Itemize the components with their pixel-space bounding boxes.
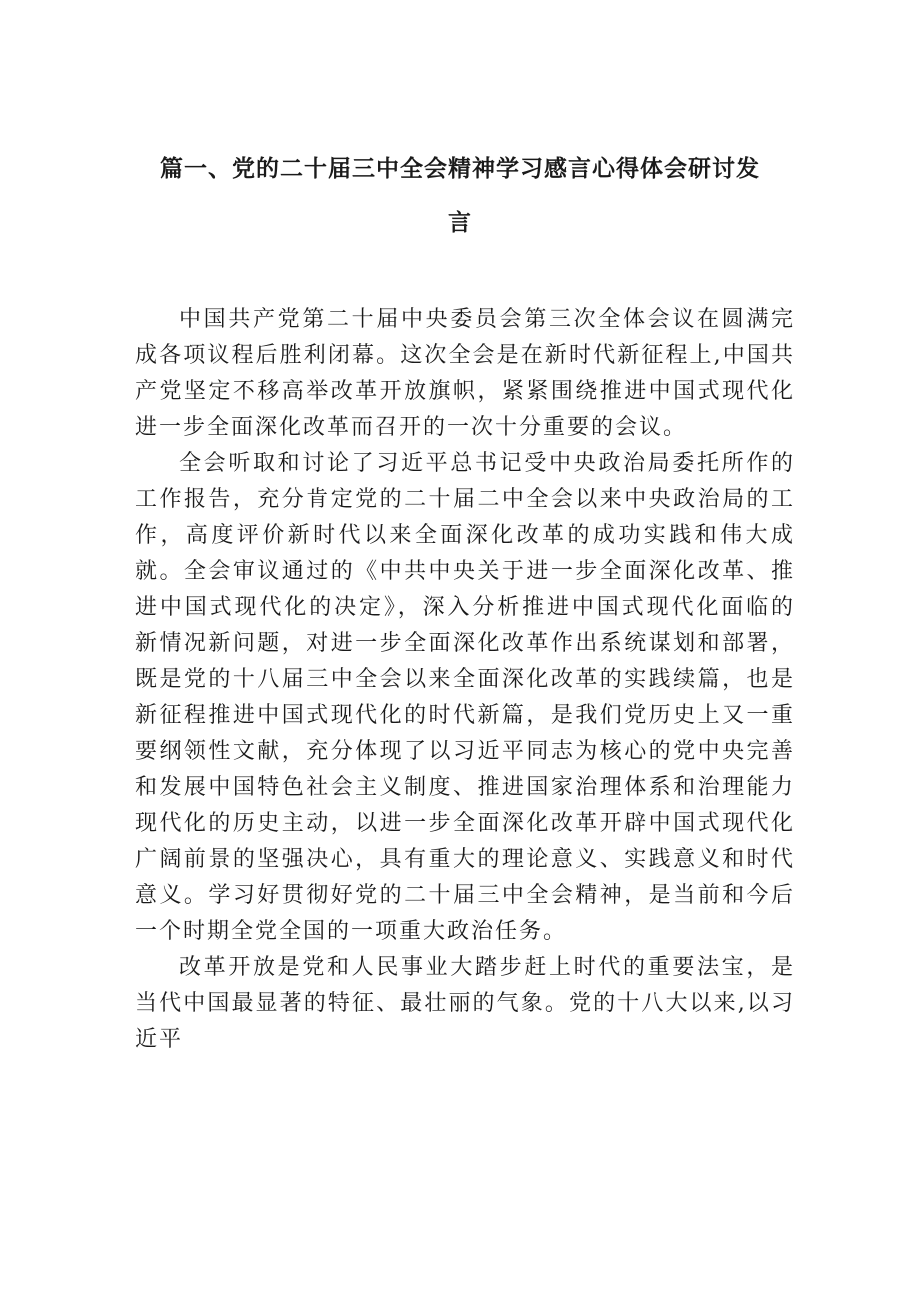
- title-line-1: 篇一、党的二十届三中全会精神学习感言心得体会研讨发: [160, 156, 760, 182]
- document-body: [135, 302, 795, 1058]
- paragraph-2: 全会听取和讨论了习近平总书记受中央政治局委托所作的工作报告，充分肯定党的二十届二中全会以来中央政治局的工作，高度评价新时代以来全面深化改革的成功实践和伟大成就。全会审议通过的《中共中央关于进一步全面深化改革、推进中国式现代化的决定》，深入分析推进中国式现代化面临的新情况新问题，对进一步全面深化改革作出系统谋划和部署，既是党的十八届三中全会以来全面深化改革的实践续篇，也是新征程推进中国式现代化的时代新篇，是我们党历史上又一重要纲领性文献，充分体现了以习近平同志为核心的党中央完善和发展中国特色社会主义制度、推进国家治理体系和治理能力现代化的历史主动，以进一步全面深化改革开辟中国式现代化广阔前景的坚强决心，具有重大的理论意义、实践意义和时代意义。学习好贯彻好党的二十届三中全会精神，是当前和今后一个时期全党全国的一项重大政治任务。: [135, 451, 795, 944]
- paragraph-3: 改革开放是党和人民事业大踏步赶上时代的重要法宝，是当代中国最显著的特征、最壮丽的气象。党的十八大以来,以习近平: [135, 955, 795, 1052]
- title-line-2: 言: [448, 210, 472, 236]
- paragraph-1: 中国共产党第二十届中央委员会第三次全体会议在圆满完成各项议程后胜利闭幕。这次全会是在新时代新征程上,中国共产党坚定不移高举改革开放旗帜，紧紧围绕推进中国式现代化进一步全面深化改革而召开的一次十分重要的会议。: [135, 307, 795, 440]
- document-title: [135, 142, 785, 250]
